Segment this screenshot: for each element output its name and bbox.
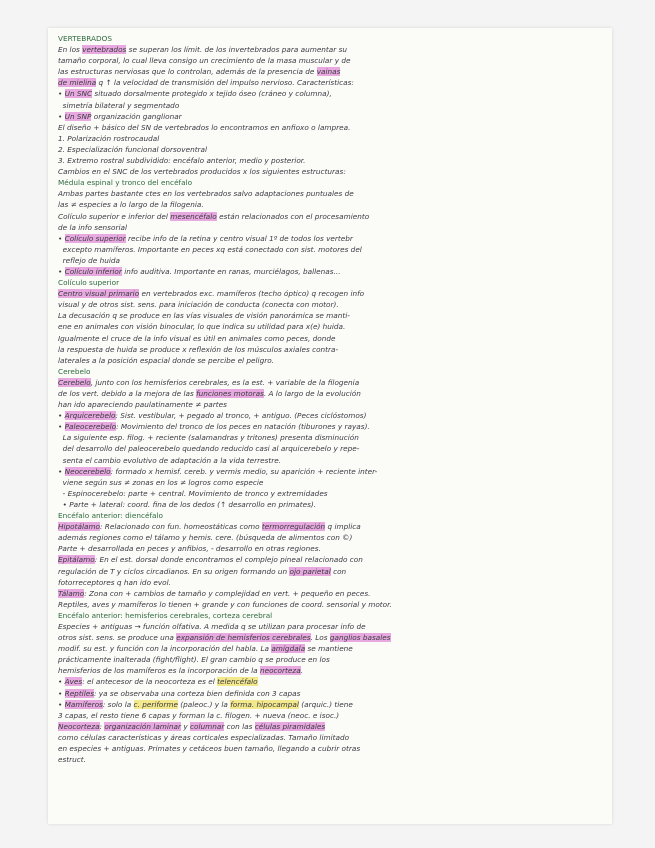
highlighted-term: termorregulación [261,522,326,532]
note-line [58,510,594,521]
line-text: otros sist. sens. se produce una [58,633,177,643]
note-line [58,443,594,454]
line-text: : En el est. dorsal donde encontramos el complejo pineal relacionado con [94,555,363,565]
line-text: se mantiene [305,644,353,654]
line-text: Cambios en el SNC de los vertebrados producidos x los siguientes estructuras: [58,167,346,177]
note-line [58,665,594,676]
note-line [58,166,594,177]
note-line [58,710,594,721]
line-text: • [58,411,65,421]
note-line [58,188,594,199]
line-text: Especies + antiguas → función olfativa. A medida q se utilizan para procesar info de [58,621,366,631]
note-line [58,355,594,366]
line-text: modif. su est. y función con la incorporación del habla. La [58,644,272,654]
line-text: las estructuras nerviosas que lo controlan, además de la presencia de [58,67,317,77]
line-text: se superan los límit. de los invertebrados para aumentar su [126,45,348,55]
line-text: . A lo largo de la evolución [263,389,361,398]
line-text: y [181,721,190,731]
line-text: 3 capas, el resto tiene 6 capas y forman la c. filogen. + nueva (neoc. e isoc.) [58,710,340,720]
section-heading: Médula espinal y tronco del encéfalo [58,178,193,188]
line-text: regulación de T y ciclos circadianos. En su origen formando un [58,566,290,576]
note-line [58,288,594,299]
note-line [58,266,594,277]
note-line [58,66,594,77]
line-text: de la info sensorial [58,222,127,232]
note-line [58,177,594,188]
line-text: viene según sus ≠ zonas en los ≠ logros como especie [58,477,264,487]
line-text: excepto mamíferos. Importante en peces xq está conectado con sist. motores del [58,244,362,254]
highlighted-term: neocorteza [259,666,301,676]
line-text: En los [58,45,83,55]
line-text: en especies + antiguas. Primates y cetáceos buen tamaño, llegando a cubrir otras [58,744,361,753]
note-line [58,100,594,111]
highlighted-term: Colículo superior [64,233,126,243]
highlighted-term: telencéfalo [217,677,258,687]
line-text: 2. Especialización funcional dorsoventral [58,144,208,154]
note-line [58,621,594,632]
line-text: q implica [325,522,361,532]
highlighted-term: vainas [316,67,341,77]
line-text: Colículo superior e inferior del [58,211,171,221]
line-text: han ido apareciendo paulatinamente ≠ partes [58,400,227,410]
section-heading: Cerebelo [58,366,91,376]
note-line [58,344,594,355]
note-line [58,488,594,499]
highlighted-term: Paleocerebelo [64,422,117,432]
line-text: (paleoc.) y la [177,699,231,709]
line-text: , junto con los hemisferios cerebrales, es la est. + variable de la filogenia [90,377,360,387]
note-line [58,144,594,155]
line-text: fotorreceptores q han ido evol. [58,577,171,587]
note-line [58,610,594,621]
note-line [58,455,594,466]
note-line [58,211,594,222]
note-line [58,599,594,610]
highlighted-term: mesencéfalo [170,211,217,221]
note-line [58,255,594,266]
line-text: • [58,89,65,99]
line-text: - Espinocerebelo: parte + central. Movimiento de tronco y extremidades [58,488,328,498]
page-title [58,33,594,44]
note-line [58,699,594,710]
highlighted-term: Neocorteza [58,721,100,731]
highlighted-term: Centro visual primario [58,289,140,299]
line-text: Igualmente el cruce de la info visual es útil en animales como peces, donde [58,333,336,343]
note-line [58,654,594,665]
line-text: . [300,666,304,676]
line-text: laterales a la posición espacial donde se percibe el peligro. [58,355,274,365]
line-text: prácticamente inalterada (fight/flight). El gran cambio q se produce en los [58,655,330,665]
line-text: info auditiva. Importante en ranas, murciélagos, ballenas... [121,266,341,276]
note-line [58,732,594,743]
line-text: • [58,677,65,687]
note-line [58,477,594,488]
note-line [58,543,594,554]
note-line [58,111,594,122]
line-text: : ya se observaba una corteza bien definida con 3 capas [94,688,301,698]
line-text: Reptiles, aves y mamíferos lo tienen + grande y con funciones de coord. sensorial y motor. [58,599,392,609]
note-line [58,277,594,288]
line-text: • Parte + lateral: coord. fina de los dedos (↑ desarrollo en primates). [58,499,317,509]
highlighted-term: forma. hipocampal [230,699,299,709]
line-text: • [58,699,65,709]
section-heading: Colículo superior [58,278,120,288]
note-line [58,122,594,133]
line-text: en vertebrados exc. mamíferos (techo óptico) q recogen info [139,289,365,299]
line-text: • [58,466,65,476]
note-line [58,632,594,643]
note-line [58,466,594,477]
line-text: situado dorsalmente protegido x tejido óseo (cráneo y columna), [92,89,332,99]
highlighted-term: Cerebelo [58,377,91,387]
line-text: la respuesta de huida se produce x reflexión de los músculos axiales contra- [58,344,339,354]
line-text: tamaño corporal, lo cual lleva consigo un crecimiento de la masa muscular y de [58,56,351,66]
note-line [58,333,594,344]
line-text: : el antecesor de la neocorteza es el [82,677,218,687]
highlighted-term: Un SNC [64,89,93,99]
highlighted-term: columnar [190,721,225,731]
highlighted-term: amígdala [271,644,306,654]
highlighted-term: Neocerebelo [64,466,111,476]
note-line [58,410,594,421]
line-text: • [58,266,65,276]
section-heading: Encéfalo anterior: hemisferios cerebrales, corteza cerebral [58,610,273,620]
note-line [58,77,594,88]
note-line [58,554,594,565]
note-line [58,233,594,244]
line-text: visual y de otros sist. sens. para iniciación de conducta (conecta con motor). [58,300,339,310]
note-line [58,155,594,166]
highlighted-term: Un SNP [64,111,92,121]
line-text: recibe info de la retina y centro visual 1º de todos los vertebr [125,233,353,243]
note-line [58,388,594,399]
note-line [58,44,594,55]
line-text: 1. Polarización rostrocaudal [58,133,160,143]
line-text: La decusación q se produce en las vías visuales de visión panorámica se manti- [58,311,350,321]
highlighted-term: Reptiles [64,688,95,698]
line-text: (arquic.) tiene [298,699,353,709]
note-line [58,532,594,543]
note-line [58,588,594,599]
line-text: La siguiente esp. filog. + reciente (salamandras y tritones) presenta disminución [58,433,359,443]
note-line [58,499,594,510]
note-line [58,577,594,588]
highlighted-term: Mamíferos [64,699,103,709]
line-text: : solo la [102,699,134,709]
highlighted-term: ojo parietal [289,566,331,576]
line-text: están relacionados con el procesamiento [216,211,370,221]
note-line [58,688,594,699]
line-text: senta el cambio evolutivo de adaptación a la vida terrestre. [58,455,282,465]
line-text: del desarrollo del paleocerebelo quedando reducido casi al arquicerebelo y repe- [58,444,360,454]
note-line [58,55,594,66]
highlighted-term: c. periforme [133,699,178,709]
line-text: con las [224,721,255,731]
highlighted-term: vertebrados [82,45,127,55]
line-text: como células características y áreas corticales especializadas. Tamaño limitado [58,732,350,742]
note-line [58,222,594,233]
note-line [58,299,594,310]
highlighted-term: Arquicerebelo [64,411,116,421]
note-line [58,199,594,210]
note-line [58,643,594,654]
highlighted-term: ganglios basales [329,633,391,643]
line-text: ene en animales con visión binocular, lo que indica su utilidad para x(e) huida. [58,322,346,332]
line-text: organización ganglionar [91,111,182,121]
line-text: además regiones como el tálamo y hemis. cere. (búsqueda de alimentos con ©) [58,533,353,543]
line-text: El diseño + básico del SN de vertebrados lo encontramos en anfioxo o lamprea. [58,122,351,132]
highlighted-term: Tálamo [58,588,85,598]
line-text: Ambas partes bastante ctes en los vertebrados salvo adaptaciones puntuales de [58,189,354,199]
line-text: • [58,688,65,698]
section-heading: Encéfalo anterior: diencéfalo [58,511,163,521]
note-line [58,754,594,765]
line-text: : Relacionado con fun. homeostáticas como [100,522,262,532]
line-text: Parte + desarrollada en peces y anfibios, - desarrollo en otras regiones. [58,544,321,554]
highlighted-term: funciones motoras [196,389,264,398]
line-text: estruct. [58,755,86,765]
line-text: con [330,566,347,576]
note-line [58,366,594,377]
highlighted-term: de mielina [58,78,97,88]
note-line [58,432,594,443]
note-line [58,377,594,388]
line-text: simetría bilateral y segmentado [58,100,180,110]
highlighted-term: Epitálamo [58,555,95,565]
highlighted-term: organización laminar [104,721,182,731]
note-line [58,676,594,687]
note-line [58,88,594,99]
line-text: • [58,233,65,243]
line-text: hemisferios de los mamíferos es la incorporación de la [58,666,260,676]
note-line [58,421,594,432]
note-line [58,244,594,255]
highlighted-term: expansión de hemisferios cerebrales [176,633,311,643]
note-line [58,566,594,577]
line-text: : [99,721,105,731]
line-text: q ↑ la velocidad de transmisión del impulso nervioso. Características: [96,78,354,88]
note-line [58,743,594,754]
line-text: de los vert. debido a la mejora de las [58,389,197,398]
line-text: • [58,422,65,432]
line-text: : Zona con + cambios de tamaño y complejidad en vert. + pequeño en peces. [84,588,371,598]
note-line [58,310,594,321]
note-line [58,521,594,532]
note-line [58,321,594,332]
line-text: 3. Extremo rostral subdividido: encéfalo anterior, medio y posterior. [58,156,306,166]
line-text: : Sist. vestibular, + pegado al tronco, + antiguo. (Peces ciclóstomos) [115,411,367,421]
note-line [58,133,594,144]
highlighted-term: Hipotálamo [58,522,101,532]
line-text: : Movimiento del tronco de los peces en natación (tiburones y rayas). [116,422,370,432]
highlighted-term: Colículo inferior [64,266,122,276]
note-line [58,399,594,410]
highlighted-term: células piramidales [254,721,326,731]
line-text: las ≠ especies a lo largo de la filogenia. [58,200,204,210]
note-line [58,721,594,732]
line-text: . Los [310,633,330,643]
line-text: : formado x hemisf. cereb. y vermis medio, su aparición + reciente inter- [110,466,378,476]
handwritten-notes [58,33,594,765]
line-text: reflejo de huida [58,255,120,265]
section-heading: VERTEBRADOS [58,34,112,43]
line-text: • [58,111,65,121]
highlighted-term: Aves [64,677,83,687]
